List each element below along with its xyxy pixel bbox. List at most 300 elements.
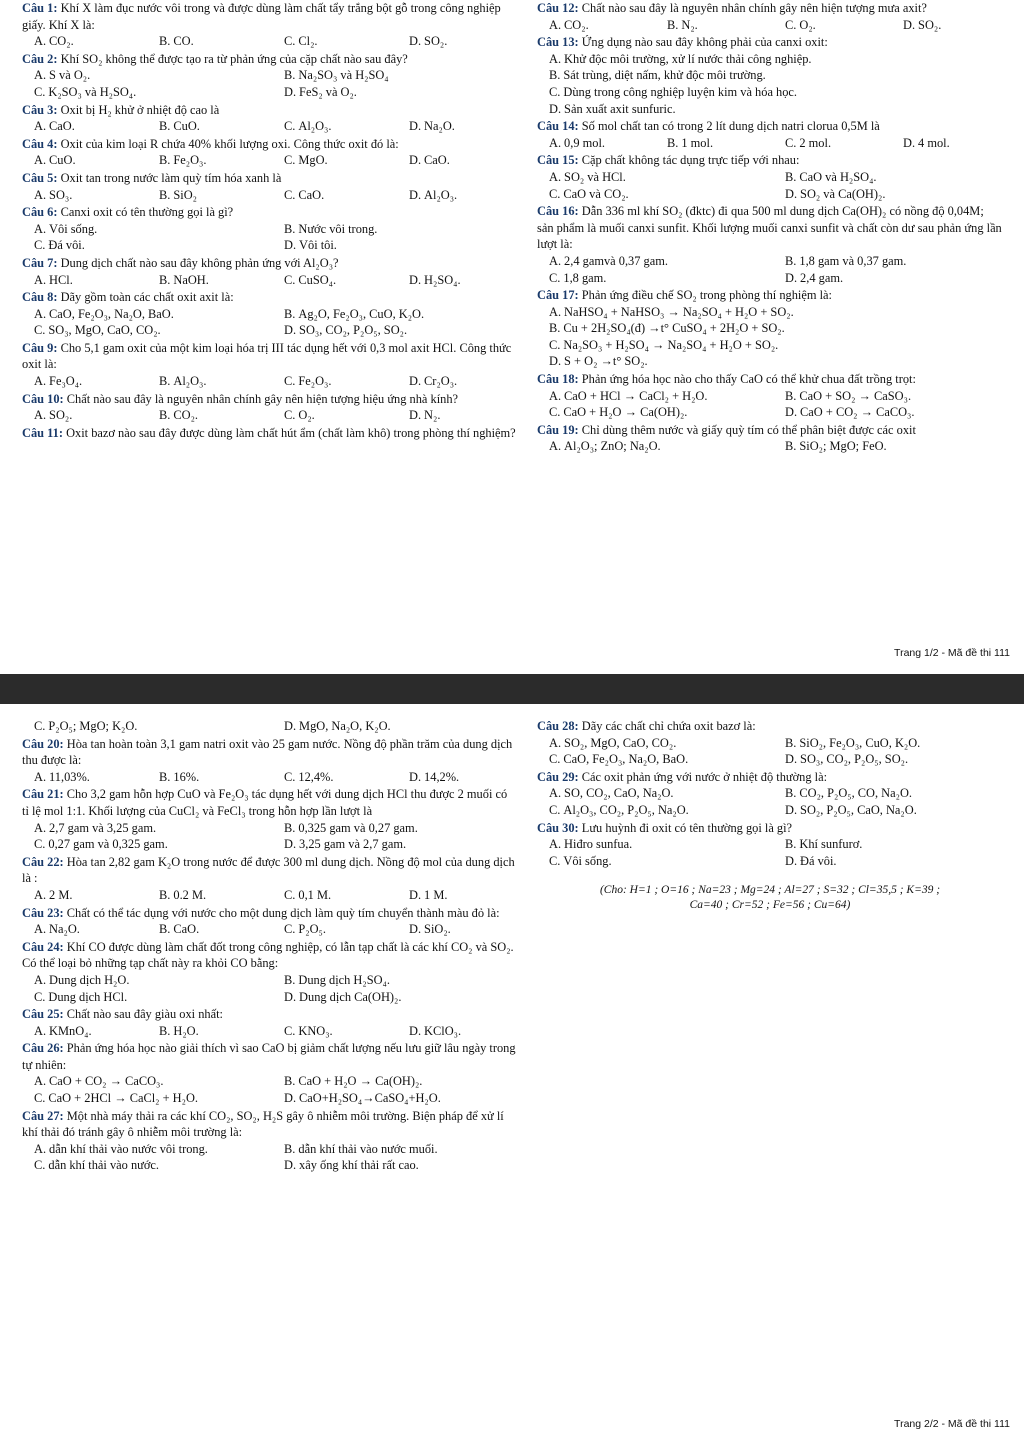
- answer-options: [22, 769, 516, 786]
- answer-options: [22, 118, 516, 135]
- question-text: [22, 786, 516, 819]
- option-letter: A.: [549, 735, 562, 750]
- atomic-mass-note: [537, 883, 1003, 913]
- answer-option[interactable]: [397, 887, 516, 904]
- answer-option[interactable]: [22, 1090, 266, 1107]
- question-text: [22, 102, 516, 119]
- question-text: [22, 905, 516, 922]
- option-letter: D.: [785, 270, 798, 285]
- option-letter: B.: [785, 735, 797, 750]
- answer-option[interactable]: [773, 169, 1003, 186]
- option-text: CaO.: [173, 922, 200, 937]
- answer-option[interactable]: [272, 989, 516, 1006]
- option-text: CaO.: [424, 153, 450, 168]
- option-text: CaO + 2HCl → CaCl₂ + H₂O.: [48, 1091, 198, 1106]
- answer-option[interactable]: [22, 67, 266, 84]
- question-text: [22, 170, 516, 187]
- exam-page-2: [0, 706, 1024, 1433]
- option-letter: A.: [34, 119, 47, 134]
- answer-option[interactable]: [272, 769, 391, 786]
- answer-option[interactable]: [773, 735, 1003, 752]
- option-letter: C.: [785, 135, 797, 150]
- option-letter: D.: [785, 405, 798, 420]
- answer-options: [537, 388, 1003, 421]
- option-letter: A.: [34, 820, 47, 835]
- option-text: Al₂O₃.: [173, 374, 207, 389]
- answer-option[interactable]: [773, 836, 1003, 853]
- answer-option[interactable]: [22, 1023, 141, 1040]
- answer-option[interactable]: [147, 373, 266, 390]
- option-text: 14,2%.: [424, 769, 460, 784]
- option-letter: D.: [284, 989, 297, 1004]
- option-text: CuO.: [49, 153, 76, 168]
- answer-option[interactable]: [272, 887, 391, 904]
- answer-option[interactable]: [272, 1023, 391, 1040]
- answer-option[interactable]: [537, 735, 767, 752]
- answer-option[interactable]: [537, 388, 767, 405]
- option-letter: A.: [34, 1023, 47, 1038]
- answer-option[interactable]: [773, 135, 885, 152]
- option-letter: C.: [549, 802, 561, 817]
- question-q26: [22, 1040, 516, 1106]
- question-stem: Oxit bị H₂ khử ở nhiệt độ cao là: [60, 102, 220, 117]
- option-text: CaO + CO₂ → CaCO₃.: [800, 405, 915, 420]
- page2-right-column: [537, 718, 1003, 913]
- option-text: CaO+H₂SO₄→CaSO₄+H₂O.: [299, 1091, 441, 1106]
- option-text: 2,7 gam và 3,25 gam.: [49, 820, 157, 835]
- answer-option[interactable]: [22, 306, 266, 323]
- answer-option[interactable]: [272, 272, 391, 289]
- option-text: Dung dịch HCl.: [48, 989, 128, 1004]
- question-stem: Phản ứng hóa học nào giải thích vì sao CaO bị giảm chất lượng nếu lưu giữ lâu ngày trong tự nhiên:: [22, 1041, 516, 1072]
- option-letter: C.: [284, 922, 296, 937]
- option-text: Dung dịch H₂O.: [49, 972, 130, 987]
- answer-option[interactable]: [272, 187, 391, 204]
- answer-option[interactable]: [655, 135, 767, 152]
- answer-option[interactable]: [272, 820, 516, 837]
- question-stem: Dung dịch chất nào sau đây không phản ứng với Al₂O₃?: [60, 255, 339, 270]
- answer-option[interactable]: [773, 270, 1003, 287]
- option-text: Fe₃O₄.: [49, 374, 83, 389]
- option-letter: D.: [409, 119, 422, 134]
- answer-option[interactable]: [147, 1023, 266, 1040]
- answer-option[interactable]: [147, 769, 266, 786]
- question-q15: [537, 152, 1003, 202]
- answer-option[interactable]: [773, 802, 1003, 819]
- answer-option[interactable]: [272, 1073, 516, 1090]
- answer-option[interactable]: [272, 306, 516, 323]
- option-letter: A.: [34, 34, 47, 49]
- option-letter: D.: [785, 186, 798, 201]
- question-q21: [22, 786, 516, 852]
- answer-option[interactable]: [537, 785, 767, 802]
- answer-option[interactable]: [537, 853, 767, 870]
- answer-option[interactable]: [22, 237, 266, 254]
- option-letter: D.: [409, 922, 422, 937]
- answer-option[interactable]: [147, 152, 266, 169]
- page2-footer: Trang 2/2 - Mã đề thi 111: [894, 1418, 1010, 1430]
- answer-option[interactable]: [22, 1157, 266, 1174]
- option-letter: A.: [549, 169, 562, 184]
- option-text: 0,9 mol.: [564, 135, 606, 150]
- answer-option[interactable]: [397, 272, 516, 289]
- answer-option[interactable]: [272, 237, 516, 254]
- option-text: P₂O₅; MgO; K₂O.: [48, 719, 138, 733]
- option-letter: B.: [785, 388, 797, 403]
- option-text: CO₂.: [564, 17, 589, 32]
- answer-option[interactable]: [537, 135, 649, 152]
- answer-option[interactable]: [272, 84, 516, 101]
- answer-option[interactable]: [773, 186, 1003, 203]
- option-text: Dung dịch Ca(OH)₂.: [299, 989, 402, 1004]
- answer-option[interactable]: [22, 1141, 266, 1158]
- answer-option[interactable]: [22, 322, 266, 339]
- option-text: N₂.: [681, 17, 698, 32]
- question-number: Câu 14:: [537, 119, 579, 134]
- option-text: NaOH.: [173, 272, 209, 287]
- option-text: dẫn khí thải vào nước vôi trong.: [49, 1141, 208, 1156]
- question-stem: Khí X làm đục nước vôi trong và được dùng làm chất tẩy trắng bột gỗ trong công nghiệp giấy. Khí X là:: [22, 1, 501, 32]
- answer-option[interactable]: [537, 101, 1003, 118]
- option-text: S và O₂.: [49, 68, 91, 83]
- answer-option[interactable]: [272, 718, 516, 735]
- option-text: 1 mol.: [681, 135, 714, 150]
- option-letter: D.: [409, 374, 422, 389]
- answer-option[interactable]: [22, 221, 266, 238]
- answer-option[interactable]: [773, 853, 1003, 870]
- question-stem: Cho 3,2 gam hỗn hợp CuO và Fe₂O₃ tác dụng hết với dung dịch HCl thu được 2 muối có tỉ lệ mol 1:1. Khối lượng của CuCl₂ và FeCl₃ trong hỗn hợp lần lượt là: [22, 787, 508, 818]
- option-text: S + O₂ →t° SO₂.: [564, 354, 648, 369]
- answer-option[interactable]: [773, 17, 885, 34]
- question-text: [22, 255, 516, 272]
- option-text: CaO + SO₂ → CaSO₃.: [799, 388, 912, 403]
- option-text: CaO + CO₂ → CaCO₃.: [49, 1074, 164, 1089]
- option-letter: A.: [549, 304, 562, 319]
- option-letter: A.: [34, 769, 47, 784]
- option-letter: D.: [284, 238, 297, 253]
- question-q20: [22, 736, 516, 786]
- option-text: MgO, Na₂O, K₂O.: [299, 719, 391, 733]
- option-letter: C.: [284, 887, 296, 902]
- answer-option[interactable]: [272, 118, 391, 135]
- question-number: Câu 27:: [22, 1108, 64, 1123]
- question-stem: Cặp chất không tác dụng trực tiếp với nhau:: [581, 153, 800, 168]
- question-text: [537, 0, 1003, 17]
- answer-options: [537, 253, 1003, 286]
- question-text: [22, 340, 516, 373]
- option-letter: D.: [409, 408, 422, 423]
- answer-option[interactable]: [272, 921, 391, 938]
- option-letter: B.: [785, 786, 797, 801]
- answer-options: [22, 306, 516, 339]
- answer-option[interactable]: [891, 17, 1003, 34]
- option-letter: C.: [284, 272, 296, 287]
- answer-options: [537, 135, 1003, 152]
- answer-option[interactable]: [537, 337, 1003, 354]
- answer-option[interactable]: [22, 187, 141, 204]
- answer-option[interactable]: [773, 438, 1003, 455]
- answer-option[interactable]: [891, 135, 1003, 152]
- option-letter: A.: [549, 439, 562, 454]
- question-number: Câu 17:: [537, 288, 579, 303]
- answer-option[interactable]: [537, 253, 767, 270]
- option-text: 2,4 gam.: [800, 270, 844, 285]
- answer-option[interactable]: [537, 169, 767, 186]
- question-stem: Canxi oxit có tên thường gọi là gì?: [60, 205, 234, 220]
- option-text: Fe₂O₃.: [298, 374, 332, 389]
- option-letter: D.: [284, 84, 297, 99]
- question-number: Câu 16:: [537, 204, 579, 219]
- answer-option[interactable]: [773, 404, 1003, 421]
- option-text: MgO.: [298, 153, 328, 168]
- answer-option[interactable]: [773, 253, 1003, 270]
- answer-option[interactable]: [272, 407, 391, 424]
- question-number: Câu 22:: [22, 854, 64, 869]
- answer-option[interactable]: [537, 186, 767, 203]
- answer-option[interactable]: [22, 84, 266, 101]
- option-letter: B.: [284, 972, 296, 987]
- answer-option[interactable]: [537, 304, 1003, 321]
- option-letter: B.: [667, 135, 679, 150]
- option-text: CuSO₄.: [298, 272, 337, 287]
- answer-option[interactable]: [22, 152, 141, 169]
- answer-options: [537, 169, 1003, 202]
- option-letter: B.: [159, 374, 171, 389]
- option-letter: D.: [785, 752, 798, 767]
- option-letter: B.: [785, 439, 797, 454]
- option-letter: B.: [284, 820, 296, 835]
- answer-option[interactable]: [22, 118, 141, 135]
- answer-options: [537, 836, 1003, 869]
- answer-option[interactable]: [537, 438, 767, 455]
- question-stem: Lưu huỳnh đi oxit có tên thường gọi là gì?: [581, 820, 793, 835]
- option-text: Ag₂O, Fe₂O₃, CuO, K₂O.: [298, 306, 425, 321]
- question-stem: Hòa tan 2,82 gam K₂O trong nước để được 300 ml dung dịch. Nồng độ mol của dung dịch là :: [22, 854, 515, 886]
- option-text: 0.2 M.: [173, 887, 207, 902]
- question-number: Câu 7:: [22, 255, 58, 270]
- answer-option[interactable]: [147, 33, 266, 50]
- answer-option[interactable]: [147, 921, 266, 938]
- option-letter: D.: [903, 17, 916, 32]
- option-letter: B.: [159, 1023, 171, 1038]
- option-letter: A.: [549, 135, 562, 150]
- answer-option[interactable]: [147, 272, 266, 289]
- question-number: Câu 24:: [22, 939, 64, 954]
- option-text: KMnO₄.: [49, 1023, 92, 1038]
- answer-option[interactable]: [537, 51, 1003, 68]
- option-text: 12,4%.: [298, 769, 334, 784]
- option-text: 4 mol.: [918, 135, 950, 150]
- option-text: 1,8 gam và 0,37 gam.: [799, 253, 907, 268]
- question-stem: Chất nào sau đây là nguyên nhân chính gây nên hiện tượng mưa axit?: [581, 1, 927, 15]
- answer-option[interactable]: [22, 989, 266, 1006]
- answer-option[interactable]: [22, 820, 266, 837]
- option-text: Sát trùng, diệt nấm, khử độc môi trường.: [563, 68, 766, 83]
- answer-option[interactable]: [272, 67, 516, 84]
- answer-option[interactable]: [773, 785, 1003, 802]
- answer-option[interactable]: [537, 320, 1003, 337]
- option-letter: C.: [34, 719, 46, 733]
- question-text: [22, 736, 516, 769]
- option-text: SO, CO₂, CaO, Na₂O.: [564, 786, 674, 801]
- question-text: [22, 391, 516, 408]
- answer-option[interactable]: [537, 270, 767, 287]
- answer-option[interactable]: [537, 802, 767, 819]
- option-letter: B.: [159, 769, 171, 784]
- option-text: CuO.: [173, 119, 200, 134]
- answer-option[interactable]: [22, 1073, 266, 1090]
- option-text: KNO₃.: [298, 1023, 333, 1038]
- answer-option[interactable]: [397, 373, 516, 390]
- answer-option[interactable]: [537, 67, 1003, 84]
- question-stem: Các oxit phản ứng với nước ở nhiệt độ thường là:: [581, 769, 828, 784]
- question-q30: [537, 820, 1003, 870]
- question-q17: [537, 287, 1003, 370]
- question-text: [537, 422, 1003, 439]
- option-text: Vôi sống.: [563, 853, 612, 868]
- answer-option[interactable]: [22, 718, 266, 735]
- answer-option[interactable]: [397, 152, 516, 169]
- answer-options: [22, 67, 516, 100]
- option-text: Al₂O₃, CO₂, P₂O₅, Na₂O.: [563, 802, 689, 817]
- option-text: KClO₃.: [424, 1023, 462, 1038]
- answer-option[interactable]: [537, 404, 767, 421]
- option-letter: C.: [549, 752, 561, 767]
- option-letter: D.: [785, 853, 798, 868]
- answer-option[interactable]: [272, 152, 391, 169]
- question-number: Câu 6:: [22, 205, 58, 220]
- answer-options: [537, 735, 1003, 768]
- option-letter: B.: [159, 272, 171, 287]
- answer-option[interactable]: [397, 1023, 516, 1040]
- option-letter: B.: [785, 837, 797, 852]
- answer-option[interactable]: [397, 407, 516, 424]
- question-number: Câu 18:: [537, 372, 579, 387]
- question-number: Câu 26:: [22, 1041, 64, 1056]
- answer-option[interactable]: [397, 921, 516, 938]
- answer-option[interactable]: [537, 84, 1003, 101]
- answer-option[interactable]: [537, 17, 649, 34]
- answer-option[interactable]: [272, 221, 516, 238]
- answer-option[interactable]: [147, 407, 266, 424]
- option-text: 2 mol.: [799, 135, 832, 150]
- option-letter: C.: [785, 17, 797, 32]
- option-text: Al₂O₃.: [298, 119, 332, 134]
- answer-option[interactable]: [655, 17, 767, 34]
- option-letter: A.: [549, 17, 562, 32]
- answer-option[interactable]: [22, 836, 266, 853]
- option-text: SiO₂: [173, 187, 197, 202]
- answer-option[interactable]: [272, 1157, 516, 1174]
- answer-option[interactable]: [272, 836, 516, 853]
- answer-option[interactable]: [22, 769, 141, 786]
- question-text: [22, 289, 516, 306]
- question-q27: [22, 1108, 516, 1174]
- question-number: Câu 28:: [537, 719, 579, 733]
- option-letter: B.: [159, 922, 171, 937]
- answer-option[interactable]: [147, 887, 266, 904]
- option-letter: C.: [549, 337, 561, 352]
- option-text: Khử độc môi trường, xử lí nước thải công nghiệp.: [564, 51, 812, 66]
- answer-option[interactable]: [147, 118, 266, 135]
- answer-option[interactable]: [397, 118, 516, 135]
- answer-option[interactable]: [272, 1090, 516, 1107]
- option-text: Khí sunfurơ.: [799, 837, 863, 852]
- question-number: Câu 12:: [537, 1, 579, 15]
- answer-option[interactable]: [272, 373, 391, 390]
- answer-options: [22, 187, 516, 204]
- option-text: Vôi tôi.: [299, 238, 337, 253]
- question-stem: Khí CO được dùng làm chất đốt trong công nghiệp, có lẫn tạp chất là các khí CO₂ và SO₂. Có thể loại bỏ những tạp chất này ra khỏi CO bằng:: [22, 939, 514, 971]
- answer-option[interactable]: [272, 322, 516, 339]
- option-text: 1,8 gam.: [563, 270, 607, 285]
- question-q10: [22, 391, 516, 424]
- answer-option[interactable]: [397, 33, 516, 50]
- option-letter: D.: [785, 802, 798, 817]
- option-text: Sản xuất axit sunfuric.: [564, 101, 676, 116]
- option-letter: B.: [159, 119, 171, 134]
- answer-option[interactable]: [22, 373, 141, 390]
- option-letter: C.: [34, 837, 46, 852]
- option-letter: D.: [903, 135, 916, 150]
- answer-option[interactable]: [537, 836, 767, 853]
- option-text: HCl.: [49, 272, 73, 287]
- option-text: CO₂.: [49, 34, 74, 49]
- answer-option[interactable]: [272, 33, 391, 50]
- answer-options: [22, 373, 516, 390]
- answer-option[interactable]: [272, 1141, 516, 1158]
- question-stem: Dãy các chất chỉ chứa oxit bazơ là:: [581, 719, 756, 733]
- question-number: Câu 11:: [22, 425, 63, 440]
- question-q8: [22, 289, 516, 339]
- option-letter: B.: [159, 153, 171, 168]
- answer-option[interactable]: [147, 187, 266, 204]
- answer-option[interactable]: [537, 751, 767, 768]
- answer-option[interactable]: [22, 272, 141, 289]
- option-text: CaO, Fe₂O₃, Na₂O, BaO.: [563, 752, 689, 767]
- answer-option[interactable]: [397, 187, 516, 204]
- answer-option[interactable]: [22, 921, 141, 938]
- option-letter: D.: [284, 323, 297, 338]
- question-stem: Oxit của kim loại R chứa 40% khối lượng oxi. Công thức oxit đó là:: [60, 136, 399, 151]
- answer-option[interactable]: [22, 972, 266, 989]
- option-letter: C.: [34, 1158, 46, 1173]
- answer-option[interactable]: [22, 407, 141, 424]
- question-q29: [537, 769, 1003, 819]
- question-text: [22, 0, 516, 33]
- atomic-mass-line-2: Ca=40 ; Cr=52 ; Fe=56 ; Cu=64): [689, 899, 851, 912]
- answer-option[interactable]: [22, 33, 141, 50]
- question-q1: [22, 0, 516, 50]
- option-letter: B.: [785, 169, 797, 184]
- option-text: Đá vôi.: [800, 853, 837, 868]
- answer-option[interactable]: [537, 353, 1003, 370]
- option-letter: D.: [549, 354, 562, 369]
- answer-options: [22, 1023, 516, 1040]
- answer-options: [537, 51, 1003, 117]
- option-text: dẫn khí thải vào nước.: [48, 1158, 160, 1173]
- answer-option[interactable]: [272, 972, 516, 989]
- question-q28: [537, 718, 1003, 768]
- option-text: xây ống khí thải rất cao.: [299, 1158, 419, 1173]
- answer-option[interactable]: [397, 769, 516, 786]
- option-text: CO₂, P₂O₅, CO, Na₂O.: [799, 786, 912, 801]
- answer-option[interactable]: [773, 388, 1003, 405]
- answer-option[interactable]: [22, 887, 141, 904]
- option-text: CaO + H₂O → Ca(OH)₂.: [563, 405, 688, 420]
- answer-option[interactable]: [773, 751, 1003, 768]
- question-text: [22, 136, 516, 153]
